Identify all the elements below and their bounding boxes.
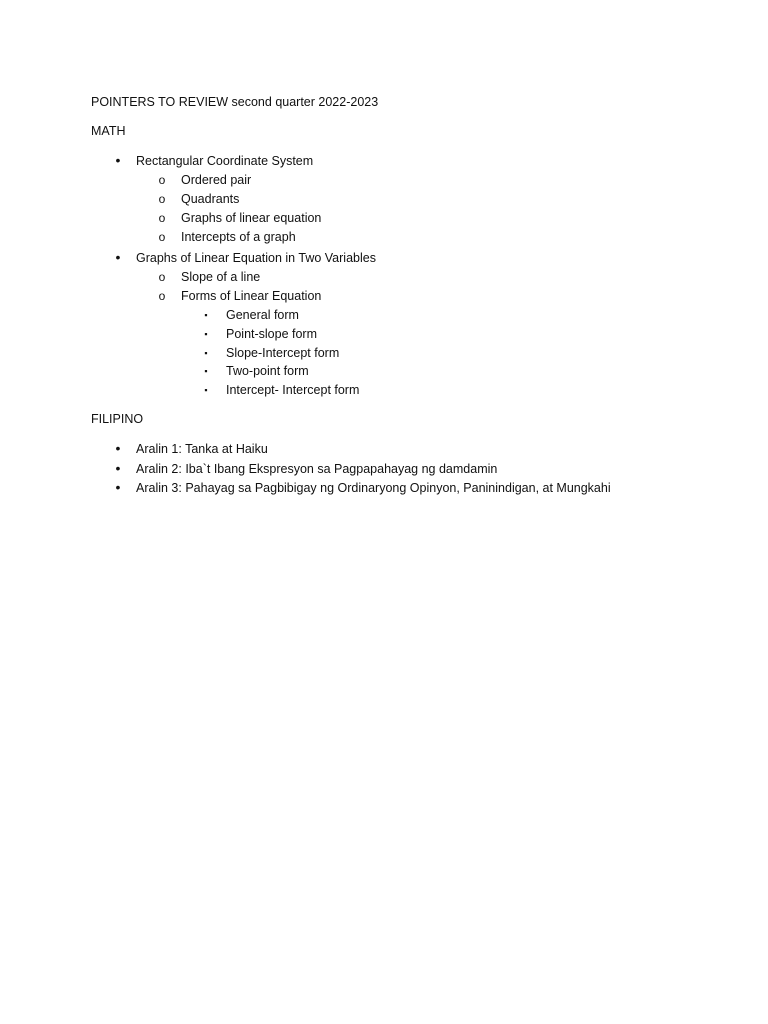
circle-marker: o bbox=[158, 270, 166, 284]
circle-marker: o bbox=[158, 211, 166, 225]
list-item-quadrants: Quadrants bbox=[181, 192, 240, 206]
list-item-aralin-3: Aralin 3: Pahayag sa Pagbibigay ng Ordinaryong Opinyon, Paninindigan, at Mungkahi bbox=[136, 481, 611, 495]
list-item-slope-intercept-form: Slope-Intercept form bbox=[226, 346, 340, 360]
bullet-marker: • bbox=[115, 152, 121, 168]
list-item-slope-of-a-line: Slope of a line bbox=[181, 270, 261, 284]
filipino-heading: FILIPINO bbox=[91, 412, 144, 426]
square-marker: ▪ bbox=[204, 385, 208, 395]
circle-marker: o bbox=[158, 173, 166, 187]
circle-marker: o bbox=[158, 192, 166, 206]
list-item-aralin-1: Aralin 1: Tanka at Haiku bbox=[136, 442, 268, 456]
list-item-graphs-of-linear-equation-two-variables: Graphs of Linear Equation in Two Variables bbox=[136, 251, 376, 265]
list-item-two-point-form: Two-point form bbox=[226, 364, 309, 378]
square-marker: ▪ bbox=[204, 366, 208, 376]
square-marker: ▪ bbox=[204, 310, 208, 320]
list-item-intercept-intercept-form: Intercept- Intercept form bbox=[226, 383, 360, 397]
list-item-graphs-of-linear-equation: Graphs of linear equation bbox=[181, 211, 322, 225]
math-heading: MATH bbox=[91, 124, 126, 138]
list-item-forms-of-linear-equation: Forms of Linear Equation bbox=[181, 289, 322, 303]
document-title: POINTERS TO REVIEW second quarter 2022-2023 bbox=[91, 95, 379, 109]
square-marker: ▪ bbox=[204, 329, 208, 339]
list-item-point-slope-form: Point-slope form bbox=[226, 327, 318, 341]
list-item-ordered-pair: Ordered pair bbox=[181, 173, 252, 187]
circle-marker: o bbox=[158, 289, 166, 303]
bullet-marker: • bbox=[115, 479, 121, 495]
bullet-marker: • bbox=[115, 440, 121, 456]
list-item-aralin-2: Aralin 2: Iba`t Ibang Ekspresyon sa Pagpapahayag ng damdamin bbox=[136, 462, 498, 476]
list-item-general-form: General form bbox=[226, 308, 299, 322]
square-marker: ▪ bbox=[204, 348, 208, 358]
bullet-marker: • bbox=[115, 249, 121, 265]
circle-marker: o bbox=[158, 230, 166, 244]
list-item-intercepts-of-a-graph: Intercepts of a graph bbox=[181, 230, 296, 244]
list-item-rectangular-coordinate-system: Rectangular Coordinate System bbox=[136, 154, 314, 168]
bullet-marker: • bbox=[115, 460, 121, 476]
